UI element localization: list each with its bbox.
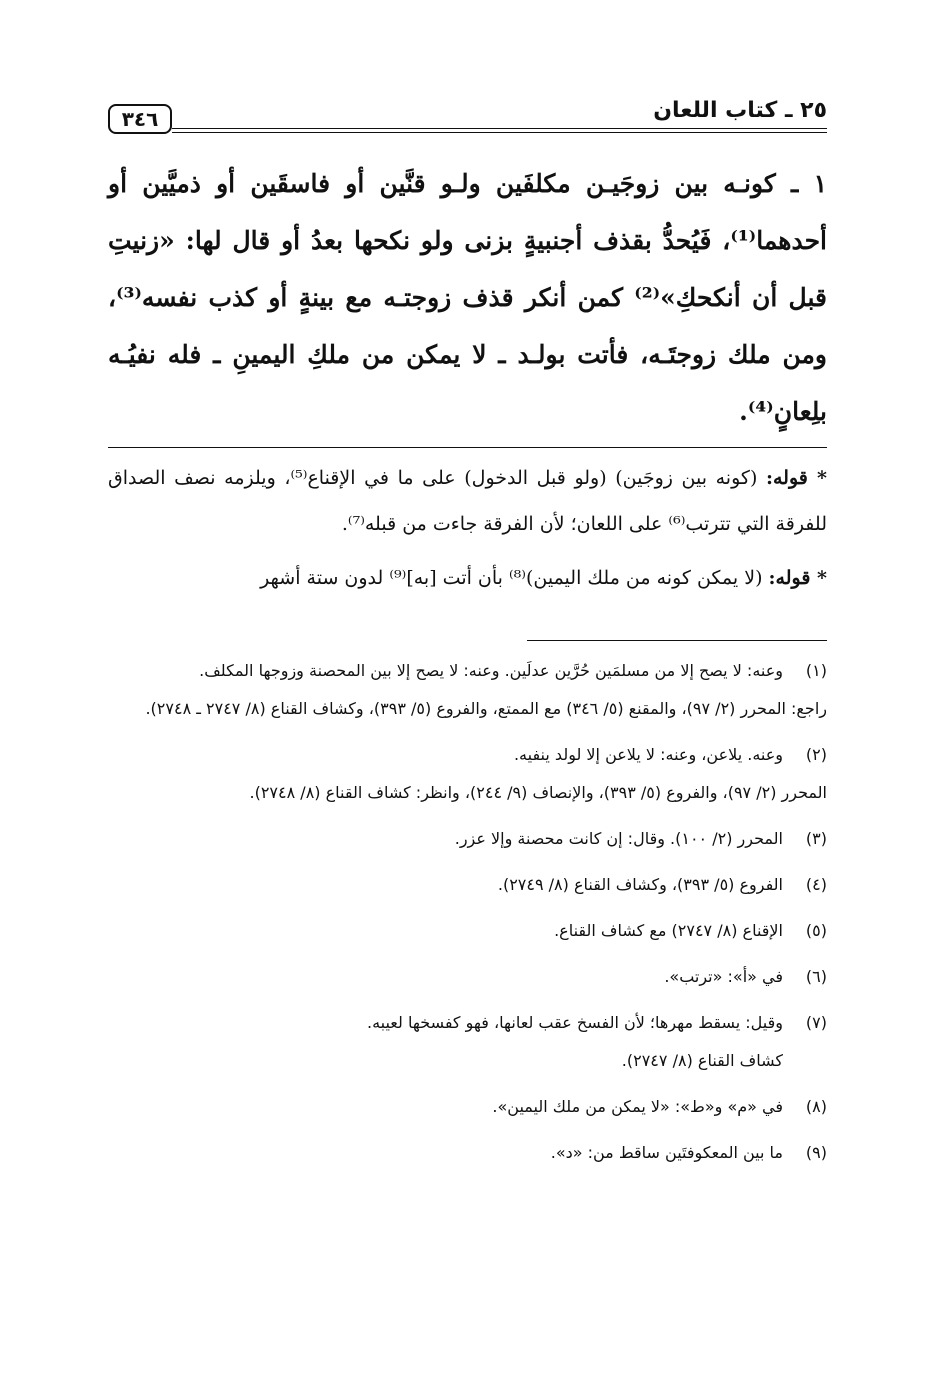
footnote-text: كشاف القناع (٨/ ٢٧٤٧).	[621, 1051, 783, 1070]
footnote	[108, 1007, 827, 1083]
commentary-paragraph	[108, 455, 827, 547]
footnote-text: المحرر (٢/ ٩٧)، والفروع (٥/ ٣٩٣)، والإنصاف (٩/ ٢٤٤)، وانظر: كشاف القناع (٨/ ٢٧٤٨).	[249, 783, 827, 802]
footnote	[108, 823, 827, 861]
footnote-text: الفروع (٥/ ٣٩٣)، وكشاف القناع (٨/ ٢٧٤٩).	[497, 875, 783, 894]
page-header	[108, 90, 827, 134]
footnote-number: (١)	[805, 661, 827, 680]
footnote-number: (٥)	[805, 921, 827, 940]
footnote-text: المحرر (٢/ ١٠٠). وقال: إن كانت محصنة وإلا عزر.	[454, 829, 783, 848]
commentary	[108, 455, 827, 609]
footnote-text: وعنه. يلاعن، وعنه: لا يلاعن إلا لولد ينفيه.	[513, 745, 783, 764]
footnote-text: راجع: المحرر (٢/ ٩٧)، والمقنع (٥/ ٣٤٦) مع الممتع، والفروع (٥/ ٣٩٣)، وكشاف القناع (٨/ ٢٧٤٧ ـ ٢٧٤٨).	[145, 699, 827, 718]
footnote-text: في «أ»: «ترتب».	[664, 967, 783, 986]
commentary-text: (كونه بين زوجَين) (ولو قبل الدخول) على ما في الإقناع⁽⁵⁾، ويلزمه نصف الصداق للفرقة التي تترتب⁽⁶⁾ على اللعان؛ لأن الفرقة جاءت من قبله⁽⁷⁾.	[108, 467, 827, 535]
commentary-lead: * قوله:	[768, 567, 827, 589]
footnote	[108, 869, 827, 907]
footnote-number: (٣)	[805, 829, 827, 848]
main-text: ١ ـ كونـه بين زوجَيـن مكلفَين ولـو قنَّين أو فاسقَين أو ذميَّين أو أحدهما⁽¹⁾، فَيُحدُّ بقذف أجنبيةٍ بزنى ولو نكحها بعدُ أو قال لها: «زنيتِ قبل أن أنكحكِ»⁽²⁾ كمن أنكر قذف زوجتـه مع بينةٍ أو كذب نفسه⁽³⁾، ومن ملك زوجتَـه، فأتت بولـد ـ لا يمكن من ملكِ اليمينِ ـ فله نفيُـه بلِعانٍ⁽⁴⁾.	[108, 169, 827, 426]
footnote-number: (٤)	[805, 875, 827, 894]
footnote-divider	[527, 640, 827, 641]
main-divider	[108, 447, 827, 448]
footnote	[108, 739, 827, 815]
page-number: ٣٤٦	[108, 104, 172, 134]
footnote	[108, 1137, 827, 1175]
chapter-title: ٢٥ ـ كتاب اللعان	[653, 98, 827, 123]
footnotes	[108, 655, 827, 1183]
footnote-number: (٩)	[805, 1143, 827, 1162]
footnote	[108, 915, 827, 953]
footnote	[108, 1091, 827, 1129]
commentary-paragraph	[108, 555, 827, 601]
footnote-text: الإقناع (٨/ ٢٧٤٧) مع كشاف القناع.	[554, 921, 783, 940]
footnote-text: في «م» و«ط»: «لا يمكن من ملك اليمين».	[492, 1097, 783, 1116]
header-rule	[172, 132, 827, 133]
footnote	[108, 655, 827, 731]
footnote-number: (٧)	[805, 1013, 827, 1032]
footnote-number: (٦)	[805, 967, 827, 986]
commentary-lead: * قوله:	[765, 467, 827, 489]
footnote-text: وعنه: لا يصح إلا من مسلمَين حُرَّين عدلَين. وعنه: لا يصح إلا بين المحصنة وزوجها المكلف.	[199, 661, 783, 680]
footnote-number: (٨)	[805, 1097, 827, 1116]
footnote-text: وقيل: يسقط مهرها؛ لأن الفسخ عقب لعانها، فهو كفسخها لعيبه.	[366, 1013, 783, 1032]
header-rule	[172, 128, 827, 129]
commentary-text: (لا يمكن كونه من ملك اليمين)⁽⁸⁾ بأن أتت [به]⁽⁹⁾ لدون ستة أشهر	[260, 567, 763, 589]
footnote-text: ما بين المعكوفتَين ساقط من: «د».	[550, 1143, 783, 1162]
footnote	[108, 961, 827, 999]
footnote-number: (٢)	[805, 745, 827, 764]
